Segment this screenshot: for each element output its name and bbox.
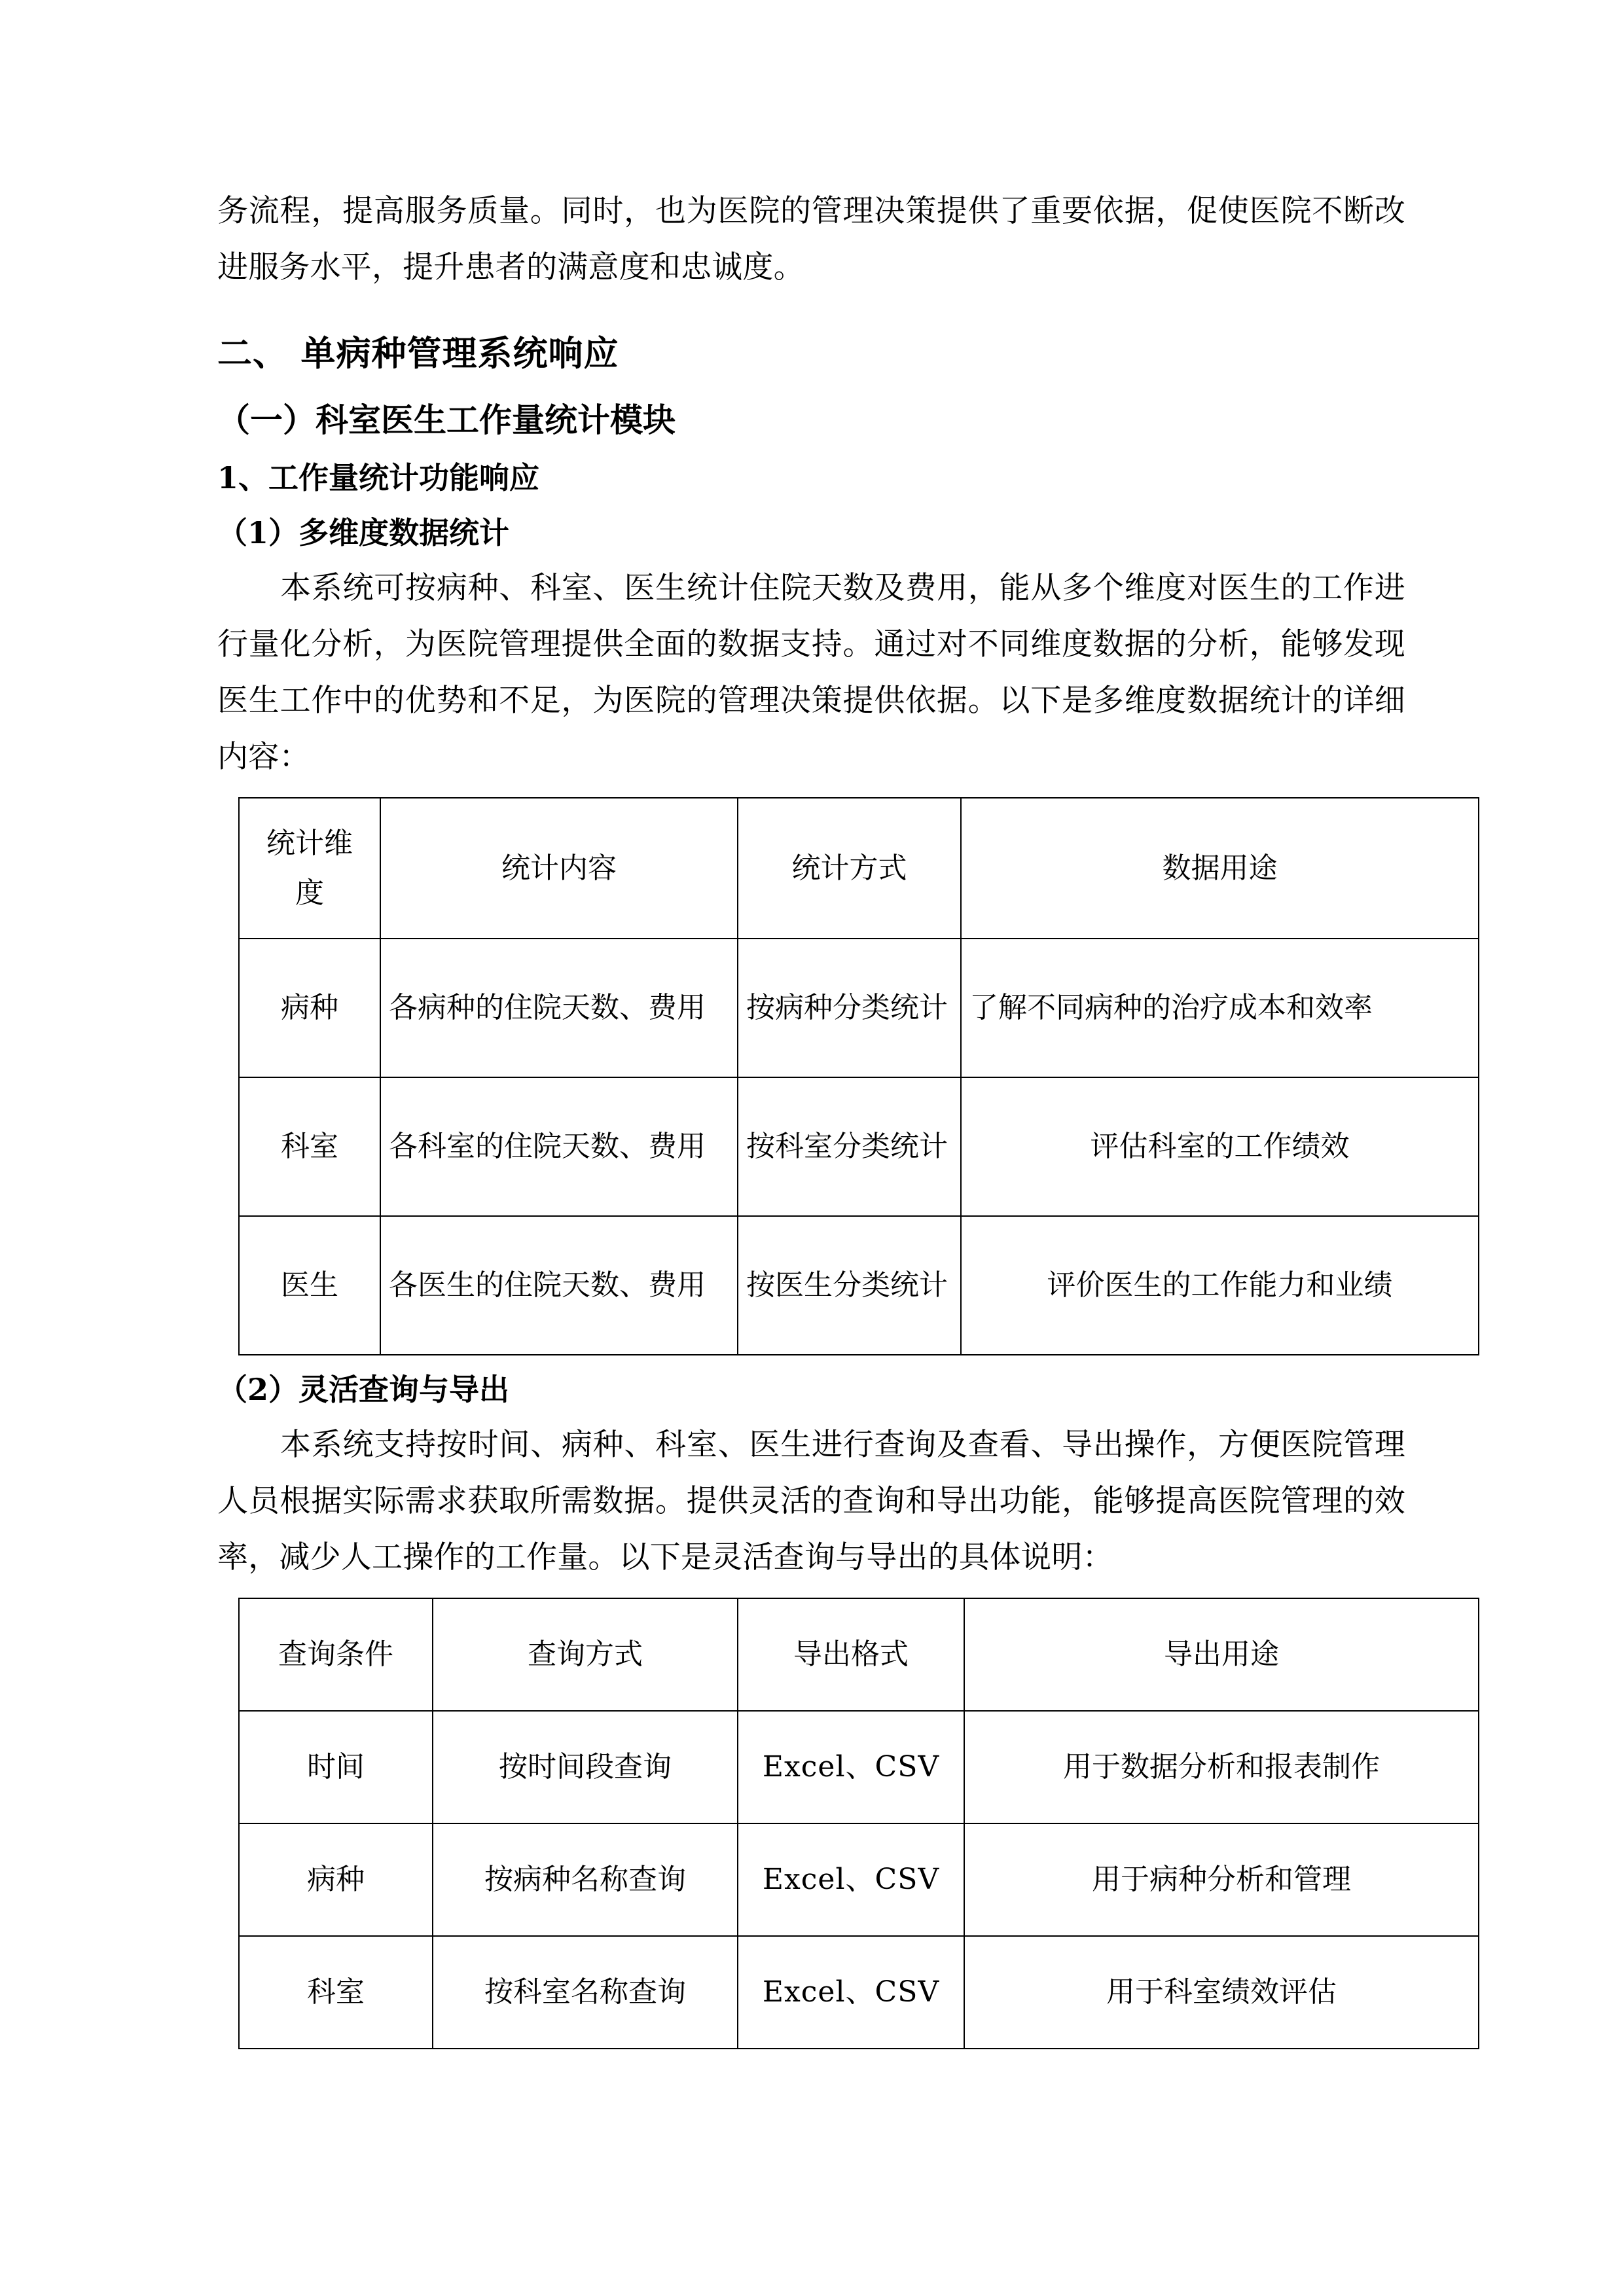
subsection-heading-paren-1: （1）多维度数据统计	[217, 515, 510, 550]
column-header-export-usage: 导出用途	[964, 1598, 1479, 1711]
table-row	[239, 1711, 1479, 1823]
table-body	[239, 1711, 1479, 2049]
column-header-dimension-line1: 统计维	[266, 826, 353, 860]
cell-export-usage: 用于病种分析和管理	[964, 1823, 1479, 1936]
subsection-heading-numbered-1: 1、工作量统计功能响应	[217, 460, 540, 495]
cell-export-format: Excel、CSV	[738, 1823, 964, 1936]
column-header-method: 统计方式	[738, 798, 961, 939]
cell-export-usage: 用于数据分析和报表制作	[964, 1711, 1479, 1823]
table-header	[239, 798, 1479, 939]
cell-dimension: 医生	[239, 1216, 380, 1355]
table-row	[239, 1216, 1479, 1355]
table-header	[239, 1598, 1479, 1711]
subsection-heading-paren-2: （2）灵活查询与导出	[217, 1372, 510, 1407]
table-body	[239, 939, 1479, 1355]
cell-usage: 了解不同病种的治疗成本和效率	[961, 939, 1479, 1077]
subsection-heading-1: （一）科室医生工作量统计模块	[217, 401, 676, 439]
table-row	[239, 1823, 1479, 1936]
column-header-content: 统计内容	[380, 798, 738, 939]
column-header-dimension-line2: 度	[295, 876, 324, 910]
cell-condition: 科室	[239, 1936, 433, 2049]
cell-query-method: 按科室名称查询	[433, 1936, 738, 2049]
column-header-usage: 数据用途	[961, 798, 1479, 939]
cell-query-method: 按时间段查询	[433, 1711, 738, 1823]
column-header-condition: 查询条件	[239, 1598, 433, 1711]
table-row	[239, 939, 1479, 1077]
paragraph-multi-dimension: 本系统可按病种、科室、医生统计住院天数及费用，能从多个维度对医生的工作进行量化分析，为医院管理提供全面的数据支持。通过对不同维度数据的分析，能够发现医生工作中的优势和不足，为医院的管理决策提供依据。以下是多维度数据统计的详细内容：	[217, 570, 1405, 775]
cell-usage: 评价医生的工作能力和业绩	[961, 1216, 1479, 1355]
cell-content: 各科室的住院天数、费用	[380, 1077, 738, 1216]
statistics-dimension-table	[238, 797, 1479, 1355]
cell-export-format: Excel、CSV	[738, 1936, 964, 2049]
page-content	[217, 183, 1405, 2049]
cell-export-usage: 用于科室绩效评估	[964, 1936, 1479, 2049]
query-export-table	[238, 1598, 1479, 2049]
cell-dimension: 科室	[239, 1077, 380, 1216]
table-row	[239, 1936, 1479, 2049]
table-header-row	[239, 1598, 1479, 1711]
column-header-query-method: 查询方式	[433, 1598, 738, 1711]
cell-content: 各病种的住院天数、费用	[380, 939, 738, 1077]
cell-export-format: Excel、CSV	[738, 1711, 964, 1823]
table-header-row	[239, 798, 1479, 939]
cell-condition: 时间	[239, 1711, 433, 1823]
cell-query-method: 按病种名称查询	[433, 1823, 738, 1936]
continued-paragraph: 务流程，提高服务质量。同时，也为医院的管理决策提供了重要依据，促使医院不断改进服务水平，提升患者的满意度和忠诚度。	[217, 193, 1405, 285]
cell-dimension: 病种	[239, 939, 380, 1077]
cell-usage: 评估科室的工作绩效	[961, 1077, 1479, 1216]
column-header-dimension	[239, 798, 380, 939]
cell-method: 按医生分类统计	[738, 1216, 961, 1355]
section-heading-2: 二、 单病种管理系统响应	[217, 333, 619, 374]
paragraph-flexible-query: 本系统支持按时间、病种、科室、医生进行查询及查看、导出操作，方便医院管理人员根据实际需求获取所需数据。提供灵活的查询和导出功能，能够提高医院管理的效率，减少人工操作的工作量。以下是灵活查询与导出的具体说明：	[217, 1427, 1405, 1575]
cell-content: 各医生的住院天数、费用	[380, 1216, 738, 1355]
table-row	[239, 1077, 1479, 1216]
cell-method: 按科室分类统计	[738, 1077, 961, 1216]
column-header-export-format: 导出格式	[738, 1598, 964, 1711]
cell-condition: 病种	[239, 1823, 433, 1936]
cell-method: 按病种分类统计	[738, 939, 961, 1077]
